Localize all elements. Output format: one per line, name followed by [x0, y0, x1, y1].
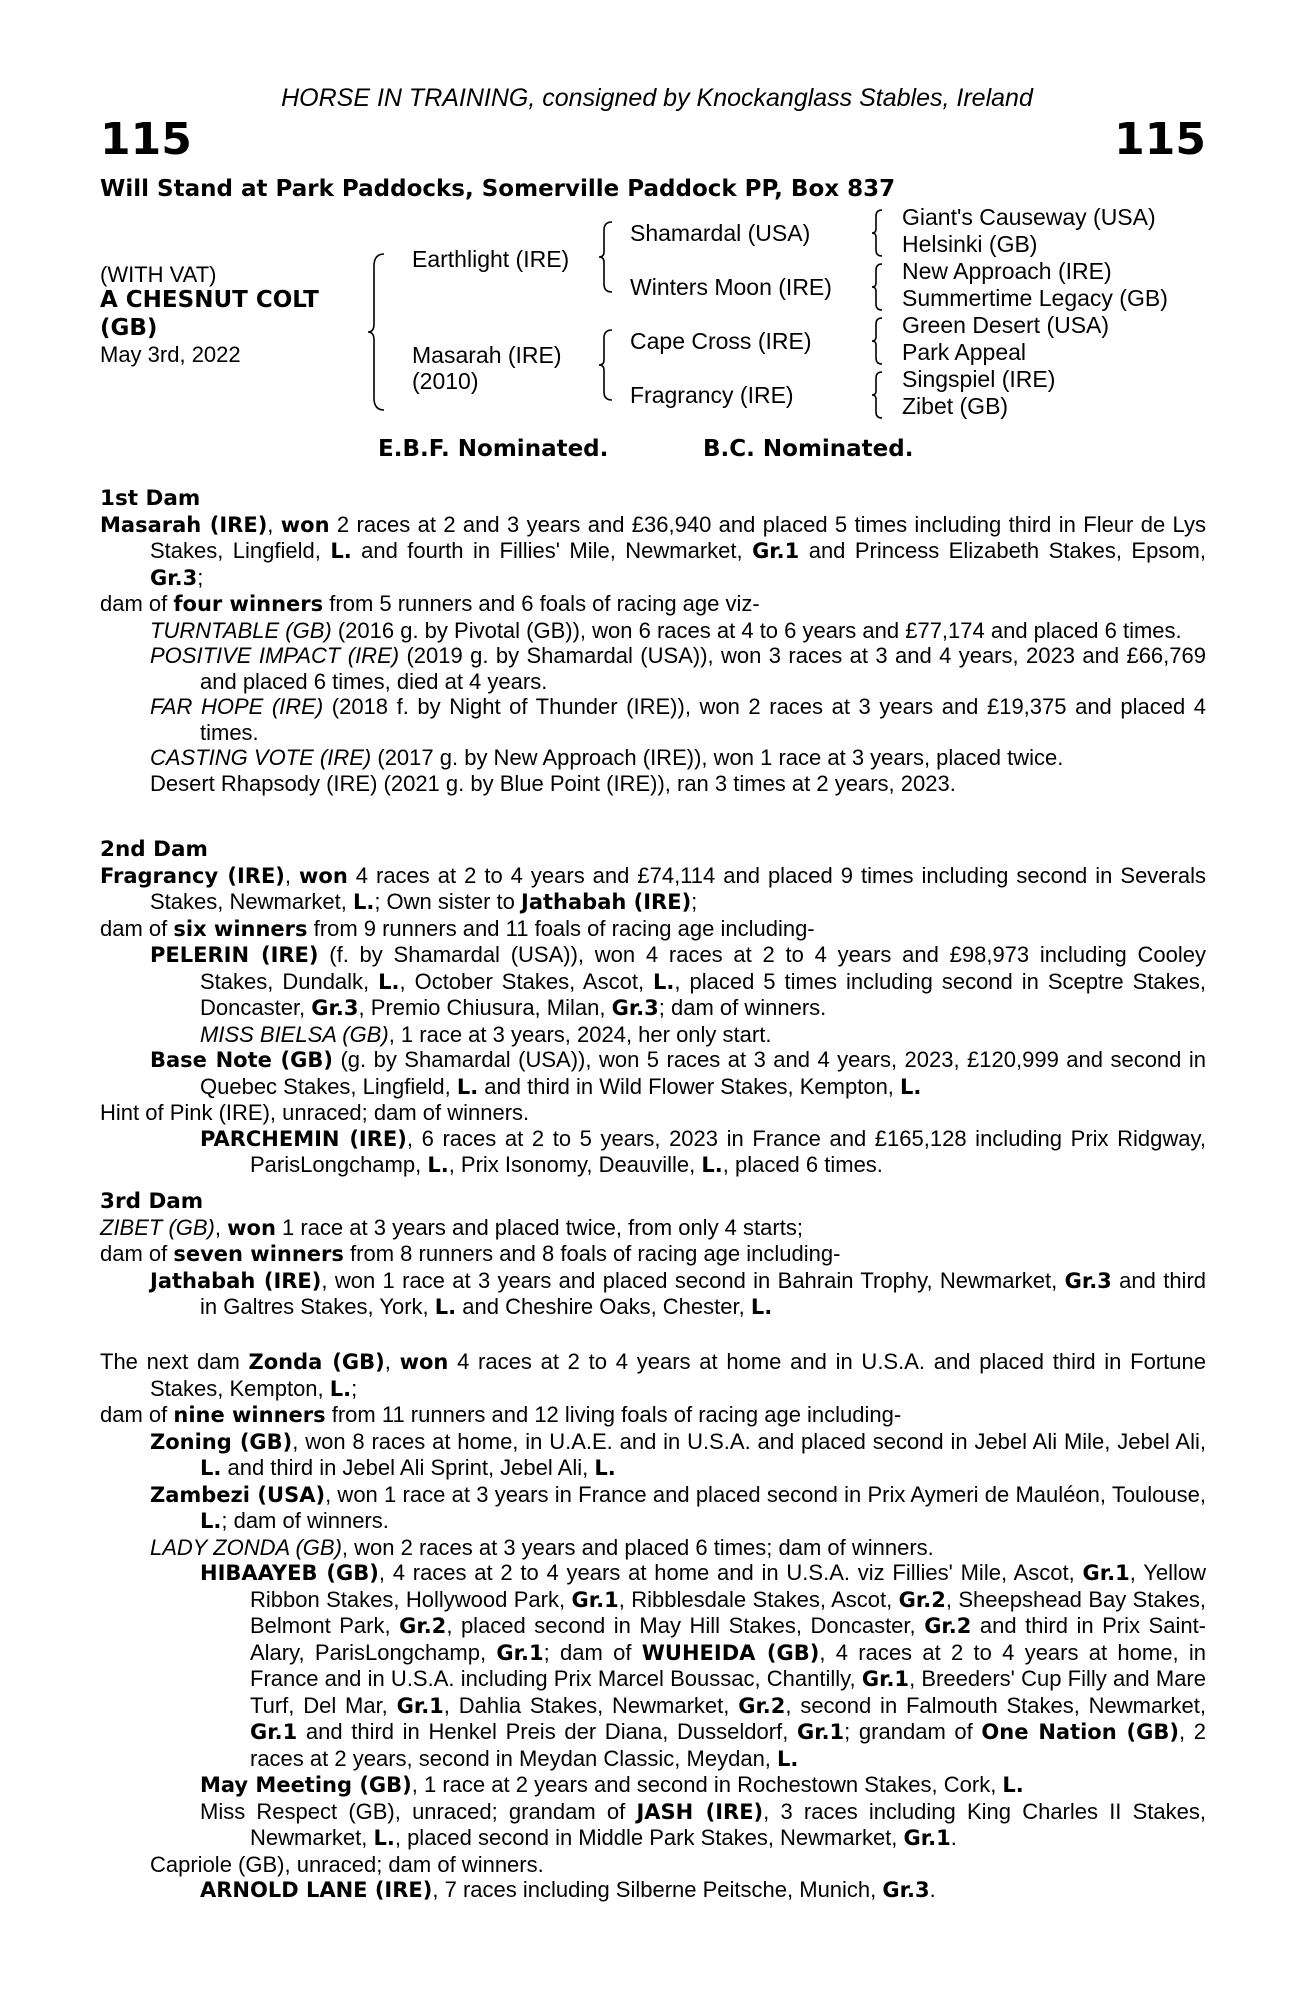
bc-nomination: B.C. Nominated. — [703, 436, 914, 462]
first-dam-record: Masarah (IRE), won 2 races at 2 and 3 years and £36,940 and placed 5 times including third in Fleur de Lys Stakes, Lingfield, L. and fourth in Fillies' Mile, Newmarket, Gr.1 and Princess Elizabeth Stakes, Epsom, Gr.3; — [100, 511, 1206, 590]
dam-year: (2010) — [412, 368, 479, 394]
pedigree-brace-g2 — [872, 262, 886, 312]
produce-desert-rhapsody: Desert Rhapsody (IRE) (2021 g. by Blue Point (IRE)), ran 3 times at 2 years, 2023. — [150, 770, 956, 796]
gen3-6: Park Appeal — [902, 339, 1027, 365]
dam-dam: Fragrancy (IRE) — [630, 382, 794, 408]
produce-far-hope: FAR HOPE (IRE) (2018 f. by Night of Thunder (IRE)), won 2 races at 3 years and £19,375 and placed 4 times. — [150, 694, 1206, 745]
produce-positive-impact: POSITIVE IMPACT (IRE) (2019 g. by Shamardal (USA)), won 3 races at 3 and 4 years, 2023 and £66,769 and placed 6 times, died at 4 years. — [150, 643, 1206, 694]
second-dam-record: Fragrancy (IRE), won 4 races at 2 to 4 years and £74,114 and placed 9 times including second in Severals Stakes, Newmarket, L.; Own sister to Jathabah (IRE); — [100, 862, 1206, 914]
produce-zambezi: Zambezi (USA), won 1 race at 3 years in France and placed second in Prix Aymeri de Mauléon, Toulouse, L.; dam of winners. — [150, 1481, 1206, 1533]
pedigree-brace-g3 — [872, 316, 886, 366]
produce-lady-zonda: LADY ZONDA (GB), won 2 races at 3 years and placed 6 times; dam of winners. — [150, 1534, 934, 1560]
foaling-date: May 3rd, 2022 — [100, 342, 241, 367]
produce-jathabah: Jathabah (IRE), won 1 race at 3 years and placed second in Bahrain Trophy, Newmarket, Gr.3 and third in Galtres Stakes, York, L. and Cheshire Oaks, Chester, L. — [150, 1267, 1207, 1319]
horse-name-line1: A CHESNUT COLT — [100, 287, 319, 313]
second-dam-section — [100, 837, 1206, 1179]
pedigree-brace-main — [370, 252, 390, 412]
produce-zoning: Zoning (GB), won 8 races at home, in U.A.E. and in U.S.A. and placed second in Jebel Ali Mile, Jebel Ali, L. and third in Jebel Ali Sprint, Jebel Ali, L. — [150, 1428, 1206, 1480]
first-dam-heading: 1st Dam — [100, 486, 201, 511]
gen3-8: Zibet (GB) — [902, 393, 1009, 419]
produce-miss-respect: Miss Respect (GB), unraced; grandam of JASH (IRE), 3 races including King Charles II Stakes, Newmarket, L., placed second in Middle Park Stakes, Newmarket, Gr.1. — [200, 1798, 1206, 1850]
pedigree-brace-g4 — [872, 370, 886, 420]
produce-capriole: Capriole (GB), unraced; dam of winners. — [150, 1851, 544, 1877]
next-dam-section — [100, 1349, 1206, 1904]
second-dam-produce-summary: dam of six winners from 9 runners and 11 foals of racing age including- — [100, 915, 815, 941]
vat-note: (WITH VAT) — [100, 262, 217, 287]
third-dam-section — [100, 1189, 1206, 1321]
produce-casting-vote: CASTING VOTE (IRE) (2017 g. by New Approach (IRE)), won 1 race at 3 years, placed twice. — [150, 745, 1064, 770]
produce-hibaayeb: HIBAAYEB (GB), 4 races at 2 to 4 years at home and in U.S.A. viz Fillies' Mile, Ascot, Gr.1, Yellow Ribbon Stakes, Hollywood Park, Gr.1, Ribblesdale Stakes, Ascot, Gr.2, Sheepshead Bay Stakes, Belmont Park, Gr.2, placed second in May Hill Stakes, Doncaster, Gr.2 and third in Prix Saint-Alary, ParisLongchamp, Gr.1; dam of WUHEIDA (GB), 4 races at 2 to 4 years at home, in France and in U.S.A. including Prix Marcel Boussac, Chantilly, Gr.1, Breeders' Cup Filly and Mare Turf, Del Mar, Gr.1, Dahlia Stakes, Newmarket, Gr.2, second in Falmouth Stakes, Newmarket, Gr.1 and third in Henkel Preis der Diana, Dusseldorf, Gr.1; grandam of One Nation (GB), 2 races at 2 years, second in Meydan Classic, Meydan, L. — [200, 1560, 1207, 1771]
gen3-2: Helsinki (GB) — [902, 231, 1038, 257]
produce-turntable: TURNTABLE (GB) (2016 g. by Pivotal (GB)), won 6 races at 4 to 6 years and £77,174 and placed 6 times. — [150, 617, 1182, 643]
gen3-5: Green Desert (USA) — [902, 312, 1110, 338]
produce-arnold-lane: ARNOLD LANE (IRE), 7 races including Silberne Peitsche, Munich, Gr.3. — [200, 1877, 936, 1902]
gen3-4: Summertime Legacy (GB) — [902, 285, 1168, 311]
pedigree-brace-g1 — [872, 208, 886, 258]
dam-sire: Cape Cross (IRE) — [630, 328, 812, 354]
produce-hint-of-pink: Hint of Pink (IRE), unraced; dam of winners. — [100, 1100, 530, 1125]
second-dam-heading: 2nd Dam — [100, 837, 208, 862]
sire-sire: Shamardal (USA) — [630, 220, 811, 246]
gen3-7: Singspiel (IRE) — [902, 366, 1056, 392]
consignment-line: HORSE IN TRAINING, consigned by Knockanglass Stables, Ireland — [281, 84, 1033, 112]
produce-base-note: Base Note (GB) (g. by Shamardal (USA)), won 5 races at 3 and 4 years, 2023, £120,999 and second in Quebec Stakes, Lingfield, L. and third in Wild Flower Stakes, Kempton, L. — [150, 1047, 1206, 1099]
horse-name-line2: (GB) — [100, 315, 158, 341]
produce-miss-bielsa: MISS BIELSA (GB), 1 race at 3 years, 2024, her only start. — [200, 1021, 772, 1047]
sire: Earthlight (IRE) — [412, 246, 570, 272]
next-dam-record: The next dam Zonda (GB), won 4 races at 2 to 4 years at home and in U.S.A. and placed third in Fortune Stakes, Kempton, L.; — [100, 1349, 1206, 1401]
first-dam-produce-summary: dam of four winners from 5 runners and 6 foals of racing age viz- — [100, 591, 760, 616]
lot-number-left: 115 — [100, 114, 192, 165]
ebf-nomination: E.B.F. Nominated. — [378, 436, 609, 462]
lot-number-right: 115 — [1114, 114, 1206, 165]
third-dam-heading: 3rd Dam — [100, 1189, 204, 1214]
sire-dam: Winters Moon (IRE) — [630, 274, 832, 300]
gen3-1: Giant's Causeway (USA) — [902, 204, 1156, 230]
pedigree-brace-sire — [600, 220, 616, 294]
next-dam-produce-summary: dam of nine winners from 11 runners and 12 living foals of racing age including- — [100, 1402, 902, 1427]
third-dam-record: ZIBET (GB), won 1 race at 3 years and placed twice, from only 4 starts; — [100, 1214, 803, 1240]
produce-parchemin: PARCHEMIN (IRE), 6 races at 2 to 5 years, 2023 in France and £165,128 including Prix Ridgway, ParisLongchamp, L., Prix Isonomy, Deauville, L., placed 6 times. — [200, 1125, 1207, 1177]
horse-name — [100, 286, 319, 342]
dam: Masarah (IRE) — [412, 342, 562, 368]
gen3-3: New Approach (IRE) — [902, 258, 1112, 284]
pedigree-brace-dam — [600, 328, 616, 402]
first-dam-section — [100, 486, 1206, 796]
produce-may-meeting: May Meeting (GB), 1 race at 2 years and second in Rochestown Stakes, Cork, L. — [200, 1772, 1024, 1797]
third-dam-produce-summary: dam of seven winners from 8 runners and 8 foals of racing age including- — [100, 1241, 841, 1266]
stand-location: Will Stand at Park Paddocks, Somerville Paddock PP, Box 837 — [100, 176, 896, 202]
produce-pelerin: PELERIN (IRE) (f. by Shamardal (USA)), won 4 races at 2 to 4 years and £98,973 including Cooley Stakes, Dundalk, L., October Stakes, Ascot, L., placed 5 times including second in Sceptre Stakes, Doncaster, Gr.3, Premio Chiusura, Milan, Gr.3; dam of winners. — [150, 942, 1206, 1020]
